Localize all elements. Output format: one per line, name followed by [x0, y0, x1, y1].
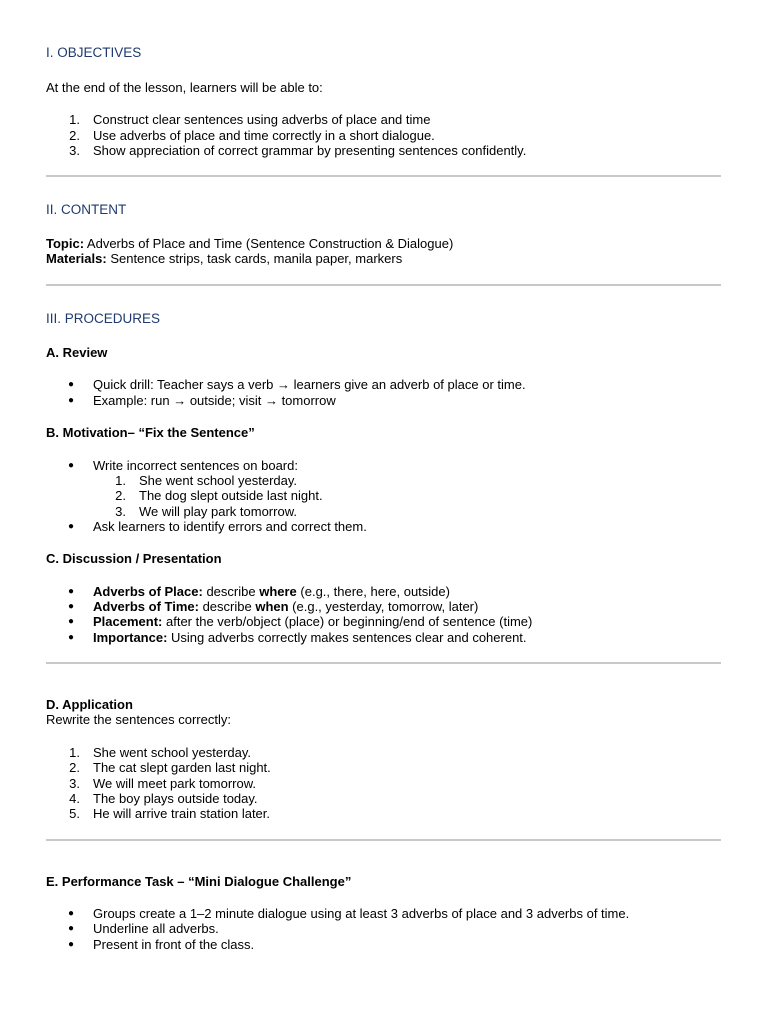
application-title: D. Application: [46, 697, 133, 712]
section-divider: [46, 175, 721, 177]
content-topic: Topic: Adverbs of Place and Time (Sentence Construction & Dialogue): [46, 236, 454, 251]
objectives-intro: At the end of the lesson, learners will be able to:: [46, 80, 323, 95]
section-divider: [46, 662, 721, 664]
content-heading: II. CONTENT: [46, 202, 127, 217]
lesson-plan-page: I. OBJECTIVES At the end of the lesson, learners will be able to: 1. Construct clear sentences using adverbs of place and time 2. Use adverbs of place and time correctly in a short dialogue. 3. Show appreciation of correct grammar by presenting sentences confidently. II. CONTENT Topic: Adverbs of Place and Time (Sentence Construction & Dialogue) Materials: Sentence strips, task cards, manila paper, markers III. PROCEDURES A. Review ● Quick drill: Teacher says a verb → learners give an adverb of place or time. ● Example: run → outside; visit → tomorrow B. Motivation– “Fix the Sentence” ● Write incorrect sentences on board: 1. She went school yesterday. 2. The dog slept outside last night. 3. We will play park tomorrow. ● Ask learners to identify errors and correct them. C. Discussion / Presentation ● Adverbs of Place: describe where (e.g., there, here, outside) ● Adverbs of Time: describe when (e.g., yesterday, tomorrow, later) ● Placement: after the verb/object (place) or beginning/end of sentence (time) ● Importance: Using adverbs correctly makes sentences clear and coherent. D. Application Rewrite the sentences correctly: 1. She went school yesterday. 2. The cat slept garden last night. 3. We will meet park tomorrow. 4. The boy plays outside today. 5. He will arrive train station later. E. Performance Task – “Mini Dialogue Challenge” ● Groups create a 1–2 minute dialogue using at least 3 adverbs of place and 3 adverbs of time. ● Underline all adverbs. ● Present in front of the class.: [0, 0, 768, 1024]
discussion-title: C. Discussion / Presentation: [46, 551, 222, 566]
application-instruction: Rewrite the sentences correctly:: [46, 712, 231, 727]
performance-title: E. Performance Task – “Mini Dialogue Challenge”: [46, 874, 352, 889]
objectives-heading: I. OBJECTIVES: [46, 45, 142, 60]
review-title: A. Review: [46, 345, 108, 360]
procedures-heading: III. PROCEDURES: [46, 311, 161, 326]
motivation-title: B. Motivation– “Fix the Sentence”: [46, 425, 255, 440]
content-materials: Materials: Sentence strips, task cards, manila paper, markers: [46, 251, 403, 266]
section-divider: [46, 839, 721, 841]
section-divider: [46, 284, 721, 286]
